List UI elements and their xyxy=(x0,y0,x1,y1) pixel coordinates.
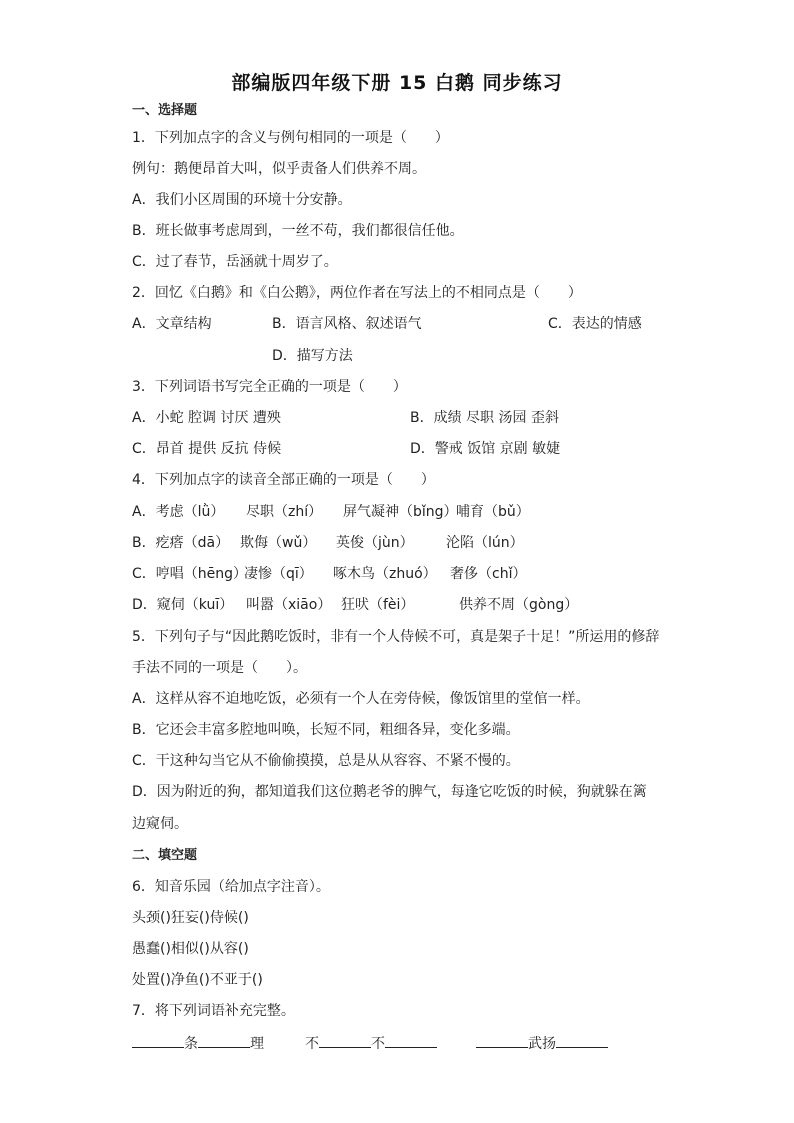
question-6-row-2 xyxy=(132,939,249,959)
pinyin-item: 头颈( xyxy=(132,910,166,926)
question-5-option-c: C．干这种勾当它从不偷偷摸摸，总是从从容容、不紧不慢的。 xyxy=(132,753,520,769)
pinyin-item: )从容( xyxy=(204,941,244,957)
question-4-option-a-1: A．考虑（lǜ） xyxy=(132,504,225,520)
question-4-option-c-1: C．哼唱（hēng） xyxy=(132,566,248,582)
question-1-option-c: C．过了春节，岳涵就十周岁了。 xyxy=(132,254,338,270)
answer-blank[interactable] xyxy=(132,1033,184,1048)
question-5-option-b: B．它还会丰富多腔地叫唤，长短不同，粗细各异，变化多端。 xyxy=(132,722,520,738)
question-3-stem: 3．下列词语书写完全正确的一项是（ ） xyxy=(132,379,407,395)
question-7-idiom-1 xyxy=(132,1033,264,1054)
question-7-idiom-3 xyxy=(476,1033,608,1054)
pinyin-item: )侍候( xyxy=(204,910,244,926)
answer-blank[interactable] xyxy=(198,1033,250,1048)
question-1-option-b: B．班长做事考虑周到，一丝不苟，我们都很信任他。 xyxy=(132,223,464,239)
idiom-char: 条 xyxy=(184,1036,198,1052)
pinyin-item: ) xyxy=(257,972,263,988)
section-heading-fill: 二、填空题 xyxy=(132,848,198,863)
question-4-option-d-4: 供养不周（gòng） xyxy=(459,597,579,613)
question-4-option-a-3: 屏气凝神（bǐng） xyxy=(343,504,458,520)
question-5-stem-line1: 5．下列句子与“因此鹅吃饭时，非有一个人侍候不可，真是架子十足！”所运用的修辞 xyxy=(132,629,660,645)
question-4-option-a-2: 尽职（zhí） xyxy=(246,504,323,520)
question-4-option-b-4: 沦陷（lún） xyxy=(446,535,524,551)
answer-blank[interactable] xyxy=(385,1033,437,1048)
pinyin-item: 处置( xyxy=(132,972,166,988)
question-4-option-d-2: 叫嚣（xiāo） xyxy=(246,597,332,613)
question-1-option-a: A．我们小区周围的环境十分安静。 xyxy=(132,192,352,208)
pinyin-item: ) xyxy=(243,941,249,957)
question-4-option-c-3: 啄木鸟（zhuó） xyxy=(333,566,437,582)
answer-blank[interactable] xyxy=(556,1033,608,1048)
question-1-stem: 1．下列加点字的含义与例句相同的一项是（ ） xyxy=(132,130,449,146)
question-4-option-c-4: 奢侈（chǐ） xyxy=(450,566,527,582)
question-5-option-d-line1: D．因为附近的狗，都知道我们这位鹅老爷的脾气，每逢它吃饭的时候，狗就躲在篱 xyxy=(132,784,647,800)
question-4-option-b-2: 欺侮（wǔ） xyxy=(240,535,317,551)
question-6-row-3 xyxy=(132,970,263,990)
question-6-row-1 xyxy=(132,908,249,928)
question-4-option-a-4: 哺育（bǔ） xyxy=(456,504,530,520)
question-4-option-c-2: 凄惨（qī） xyxy=(244,566,313,582)
question-3-option-b: B．成绩 尽职 汤园 歪斜 xyxy=(410,410,559,426)
question-6-stem: 6．知音乐园（给加点字注音）。 xyxy=(132,879,330,895)
section-heading-choice: 一、选择题 xyxy=(132,103,198,118)
pinyin-item: 愚蠢( xyxy=(132,941,166,957)
question-4-option-b-3: 英俊（jùn） xyxy=(336,535,414,551)
question-5-option-a: A．这样从容不迫地吃饭，必须有一个人在旁侍候，像饭馆里的堂倌一样。 xyxy=(132,691,590,707)
question-2-option-c: C．表达的情感 xyxy=(548,316,642,332)
question-5-option-d-line2: 边窥伺。 xyxy=(132,816,188,832)
answer-blank[interactable] xyxy=(476,1033,528,1048)
pinyin-item: )相似( xyxy=(165,941,205,957)
question-4-option-d-3: 狂吠（fèi） xyxy=(341,597,415,613)
idiom-char: 不 xyxy=(371,1036,385,1052)
pinyin-item: )狂妄( xyxy=(165,910,205,926)
idiom-char: 不 xyxy=(305,1036,319,1052)
page-title: 部编版四年级下册 15 白鹅 同步练习 xyxy=(231,72,563,94)
idiom-char: 理 xyxy=(250,1036,264,1052)
question-3-option-a: A．小蛇 腔调 讨厌 遭殃 xyxy=(132,410,281,426)
question-3-option-c: C．昂首 提供 反抗 侍候 xyxy=(132,441,282,457)
idiom-char: 武扬 xyxy=(528,1036,556,1052)
answer-blank[interactable] xyxy=(319,1033,371,1048)
question-7-stem: 7．将下列词语补充完整。 xyxy=(132,1003,295,1019)
question-4-stem: 4．下列加点字的读音全部正确的一项是（ ） xyxy=(132,472,435,488)
pinyin-item: ) xyxy=(243,910,249,926)
question-7-idiom-2 xyxy=(305,1033,437,1054)
question-3-option-d: D．警戒 饭馆 京剧 敏婕 xyxy=(410,441,561,457)
pinyin-item: )净鱼( xyxy=(165,972,205,988)
pinyin-item: )不亚于( xyxy=(204,972,258,988)
question-4-option-d-1: D．窥伺（kuī） xyxy=(132,597,234,613)
question-2-option-a: A．文章结构 xyxy=(132,316,212,332)
question-4-option-b-1: B．疙瘩（dā） xyxy=(132,535,230,551)
question-2-option-d: D．描写方法 xyxy=(272,348,353,364)
question-1-example: 例句：鹅便昂首大叫，似乎责备人们供养不周。 xyxy=(132,161,426,177)
question-2-stem: 2．回忆《白鹅》和《白公鹅》，两位作者在写法上的不相同点是（ ） xyxy=(132,285,582,301)
question-2-option-b: B．语言风格、叙述语气 xyxy=(272,316,422,332)
question-5-stem-line2: 手法不同的一项是（ ）。 xyxy=(132,660,307,676)
